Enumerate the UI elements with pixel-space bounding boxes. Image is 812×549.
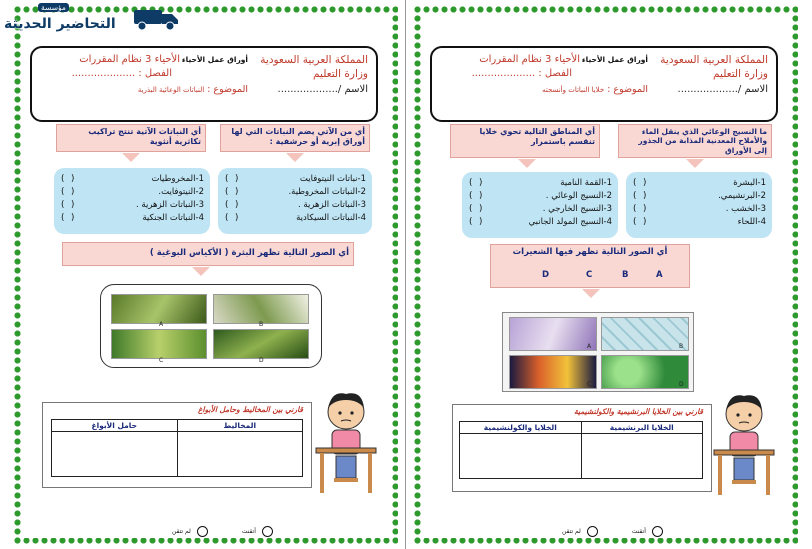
image-label-c: C xyxy=(159,357,164,364)
not-done-label: لم تتقن xyxy=(562,528,581,535)
option-text: 4-اللحاء xyxy=(737,216,766,227)
option-text: 4-النباتات السيكادية xyxy=(296,212,366,223)
compare-section xyxy=(452,404,712,492)
ministry-label: المملكة العربية السعودية xyxy=(660,54,768,66)
choice-letter-c: C xyxy=(586,270,593,280)
topic-field xyxy=(542,84,648,95)
worksheet-title: أوراق عمل الأحياء xyxy=(181,55,248,64)
worksheet-title: أوراق عمل الأحياء xyxy=(581,55,648,64)
answer-blank: ( ) xyxy=(224,173,240,184)
answer-cell xyxy=(52,432,178,477)
compare-title: قارني بين الخلايا البرنشيمية والكولنشيمية xyxy=(574,407,703,416)
done-label: أتقنت xyxy=(241,528,256,535)
answer-cell xyxy=(177,432,303,477)
answer-blank: ( ) xyxy=(468,190,484,201)
plant-image-b xyxy=(213,294,309,324)
done-checkbox[interactable] xyxy=(652,526,663,537)
header-box xyxy=(430,46,778,122)
answer-blank: ( ) xyxy=(224,186,240,197)
plant-image-c xyxy=(111,329,207,359)
question-3-arrow xyxy=(582,289,600,298)
choice-letter-b: B xyxy=(622,270,629,280)
question-1-text: أي من الآتي يضم النباتات التي لها أوراق إبرية أو حرشفية : xyxy=(231,127,365,146)
class-field: الفصل : .................... xyxy=(471,68,572,79)
topic-field xyxy=(138,84,248,95)
question-3-text: أي الصور التالية تظهر فيها الشعيرات xyxy=(512,247,668,257)
option-text: 1-المخروطيات xyxy=(151,173,204,184)
page-divider xyxy=(405,0,406,549)
option-text: 2-النيتوفايت. xyxy=(158,186,204,197)
student-name-field: الاسم /................... xyxy=(677,84,768,95)
compare-title: قارني بين المخاليط وحامل الأبواغ xyxy=(198,405,303,414)
mastery-footer xyxy=(172,526,273,537)
option-text: 1-القمة النامية xyxy=(560,177,612,188)
truck-icon xyxy=(130,2,182,32)
image-label-a: A xyxy=(159,321,164,328)
question-2-arrow xyxy=(518,159,536,168)
option-text: 1-نباتات النيتوفايت xyxy=(299,173,366,184)
option-text: 4-النباتات الجنكية xyxy=(142,212,204,223)
ministry-label: المملكة العربية السعودية xyxy=(260,54,368,66)
answer-blank: ( ) xyxy=(60,199,76,210)
question-1-options xyxy=(218,168,372,234)
option-text: 3-النسيج الخارجي . xyxy=(542,203,612,214)
not-done-checkbox[interactable] xyxy=(587,526,598,537)
option-text: 3-النباتات الزهرية . xyxy=(298,199,366,210)
answer-blank: ( ) xyxy=(632,203,648,214)
subject-label: الأحياء 3 نظام المقررات xyxy=(79,54,180,65)
image-label-d: D xyxy=(259,357,264,364)
education-label: وزارة التعليم xyxy=(713,68,768,80)
done-label: أتقنت xyxy=(631,528,646,535)
plant-image-a xyxy=(111,294,207,324)
question-2-text: أي النباتات الآتية تنتج تراكيب تكاثرية أنثوية xyxy=(88,127,201,146)
answer-blank: ( ) xyxy=(632,216,648,227)
images-frame xyxy=(100,284,322,368)
answer-blank: ( ) xyxy=(632,177,648,188)
option-text: 2-البرنشيمي. xyxy=(718,190,766,201)
class-field: الفصل : .................... xyxy=(71,68,172,79)
column-header: حامل الأبواغ xyxy=(52,420,178,432)
compare-section xyxy=(42,402,312,488)
answer-cell xyxy=(460,434,582,479)
topic-value: النباتات الوعائية البذرية xyxy=(137,86,205,94)
option-text: 2-النسيج الوعائي . xyxy=(545,190,612,201)
question-2-arrow xyxy=(122,153,140,162)
topic-value: خلايا النباتات وأنسجته xyxy=(542,86,605,94)
column-header: المخاليط xyxy=(177,420,303,432)
tissue-image-d xyxy=(601,355,689,389)
column-header: الخلايا البرنشيمية xyxy=(581,422,703,434)
image-label-d: D xyxy=(679,381,684,388)
education-label: وزارة التعليم xyxy=(313,68,368,80)
answer-blank: ( ) xyxy=(468,177,484,188)
tissue-image-c xyxy=(509,355,597,389)
answer-blank: ( ) xyxy=(224,199,240,210)
question-1-arrow xyxy=(686,159,704,168)
answer-blank: ( ) xyxy=(468,216,484,227)
image-label-b: B xyxy=(259,321,264,328)
option-text: 3-النباتات الزهرية . xyxy=(136,199,204,210)
done-checkbox[interactable] xyxy=(262,526,273,537)
tissue-image-a xyxy=(509,317,597,351)
question-1-text: ما النسيج الوعائي الذي ينقل الماء والأملاح المعدنية المذابة من الجذور إلى الأوراق xyxy=(638,127,767,155)
publisher-logo xyxy=(2,2,178,38)
question-2-banner xyxy=(450,124,600,158)
compare-table xyxy=(459,421,703,479)
image-label-a: A xyxy=(587,343,592,350)
question-2-options xyxy=(54,168,210,234)
option-text: 4-النسيج المولد الجانبي xyxy=(528,216,612,227)
choice-letter-a: A xyxy=(656,270,663,280)
option-text: 3-الخشب . xyxy=(725,203,766,214)
question-1-banner xyxy=(220,124,370,152)
column-header: الخلايا والكولنشيمية xyxy=(460,422,582,434)
plant-image-d xyxy=(213,329,309,359)
answer-blank: ( ) xyxy=(632,190,648,201)
answer-blank: ( ) xyxy=(224,212,240,223)
question-3-arrow xyxy=(192,267,210,276)
question-3-text: أي الصور التالية تظهر البثرة ( الأكياس البوغية ) xyxy=(149,248,349,258)
answer-blank: ( ) xyxy=(60,212,76,223)
not-done-checkbox[interactable] xyxy=(197,526,208,537)
topic-label: الموضوع : xyxy=(607,84,648,95)
worksheet-left xyxy=(14,6,398,546)
worksheet-right xyxy=(414,6,798,546)
mastery-footer xyxy=(562,526,663,537)
question-2-banner xyxy=(56,124,206,152)
logo-main-text: التحاضير الحديثة xyxy=(4,16,116,32)
option-text: 2-النباتات المخروطية. xyxy=(288,186,366,197)
not-done-label: لم تتقن xyxy=(172,528,191,535)
answer-cell xyxy=(581,434,703,479)
answer-blank: ( ) xyxy=(60,186,76,197)
student-name-field: الاسم /................... xyxy=(277,84,368,95)
subject-label: الأحياء 3 نظام المقررات xyxy=(479,54,580,65)
student-illustration xyxy=(710,388,778,498)
question-2-text: أي المناطق التالية تحوي خلايا تنقسم باستمرار xyxy=(479,127,595,146)
student-illustration xyxy=(312,386,380,496)
question-3-banner xyxy=(62,242,354,266)
question-1-arrow xyxy=(286,153,304,162)
option-text: 1-البشرة xyxy=(733,177,766,188)
question-1-options xyxy=(626,172,772,238)
topic-label: الموضوع : xyxy=(207,84,248,95)
compare-table xyxy=(51,419,303,477)
choice-letter-d: D xyxy=(542,270,550,280)
answer-blank: ( ) xyxy=(60,173,76,184)
image-label-b: B xyxy=(679,343,684,350)
question-2-options xyxy=(462,172,618,238)
header-box xyxy=(30,46,378,122)
answer-blank: ( ) xyxy=(468,203,484,214)
images-frame xyxy=(502,312,694,392)
image-label-c: C xyxy=(587,381,592,388)
question-1-banner xyxy=(618,124,772,158)
tissue-image-b xyxy=(601,317,689,351)
question-3-banner xyxy=(490,244,690,288)
logo-top-text: مؤسسة xyxy=(38,3,69,12)
